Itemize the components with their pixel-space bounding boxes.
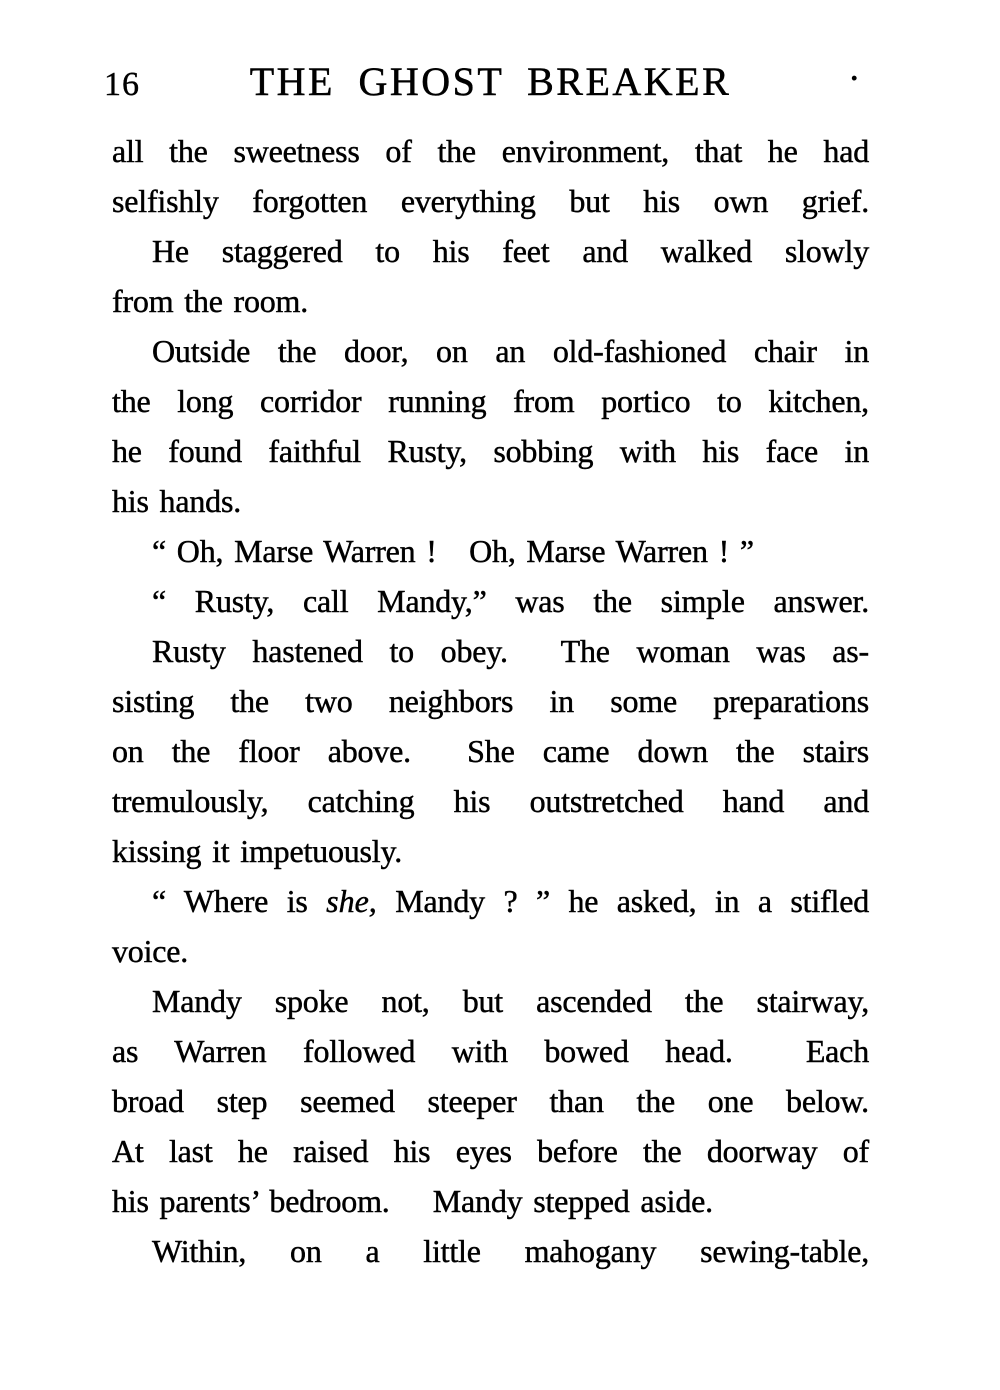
running-title: THE GHOST BREAKER: [249, 59, 732, 104]
text-segment: the long corridor running from portico to kitchen,: [112, 383, 869, 419]
text-line: [112, 476, 869, 526]
text-line: [112, 1176, 869, 1226]
text-line: [112, 826, 869, 876]
text-segment: as Warren followed with bowed head. Each: [112, 1033, 869, 1069]
text-line: [112, 576, 869, 626]
text-segment: he found faithful Rusty, sobbing with his face in: [112, 433, 869, 469]
text-segment: “ Oh, Marse Warren ! Oh, Marse Warren ! ”: [152, 533, 754, 569]
text-line: [112, 276, 869, 326]
text-segment: Mandy spoke not, but ascended the stairway,: [152, 983, 869, 1019]
text-segment: Rusty hastened to obey. The woman was as-: [152, 633, 869, 669]
text-line: [112, 326, 869, 376]
text-line: [112, 1126, 869, 1176]
text-segment: broad step seemed steeper than the one below.: [112, 1083, 869, 1119]
text-segment: all the sweetness of the environment, that he had: [112, 133, 869, 169]
text-line: [112, 376, 869, 426]
ink-speck-artifact: ·: [845, 61, 863, 96]
text-segment: from the room.: [112, 283, 309, 319]
text-segment: He staggered to his feet and walked slowly: [152, 233, 869, 269]
text-line: [112, 426, 869, 476]
text-segment: kissing it impetuously.: [112, 833, 403, 869]
text-line: [112, 626, 869, 676]
text-segment: “ Where is: [152, 883, 327, 919]
text-segment: Within, on a little mahogany sewing-table,: [152, 1233, 869, 1269]
text-segment: tremulously, catching his outstretched hand and: [112, 783, 869, 819]
text-segment: sisting the two neighbors in some preparations: [112, 683, 869, 719]
text-line: [112, 876, 869, 926]
text-line: [112, 676, 869, 726]
text-line: [112, 176, 869, 226]
page-body: [112, 126, 869, 1276]
text-segment: Outside the door, on an old-fashioned chair in: [152, 333, 869, 369]
italic-word: she,: [326, 883, 377, 919]
page-number: 16: [104, 66, 140, 103]
text-segment: his hands.: [112, 483, 242, 519]
text-line: [112, 1226, 869, 1276]
text-segment: Mandy ? ” he asked, in a stifled: [376, 883, 869, 919]
text-segment: At last he raised his eyes before the doorway of: [112, 1133, 869, 1169]
text-segment: “ Rusty, call Mandy,” was the simple answer.: [152, 583, 869, 619]
text-line: [112, 1076, 869, 1126]
text-segment: voice.: [112, 933, 189, 969]
text-line: [112, 226, 869, 276]
text-line: [112, 1026, 869, 1076]
text-line: [112, 976, 869, 1026]
text-segment: his parents’ bedroom. Mandy stepped aside.: [112, 1183, 713, 1219]
text-line: [112, 126, 869, 176]
page-header: [104, 59, 869, 108]
text-line: [112, 776, 869, 826]
text-line: [112, 526, 869, 576]
text-line: [112, 926, 869, 976]
text-segment: selfishly forgotten everything but his own grief.: [112, 183, 869, 219]
text-segment: on the floor above. She came down the stairs: [112, 733, 869, 769]
text-line: [112, 726, 869, 776]
